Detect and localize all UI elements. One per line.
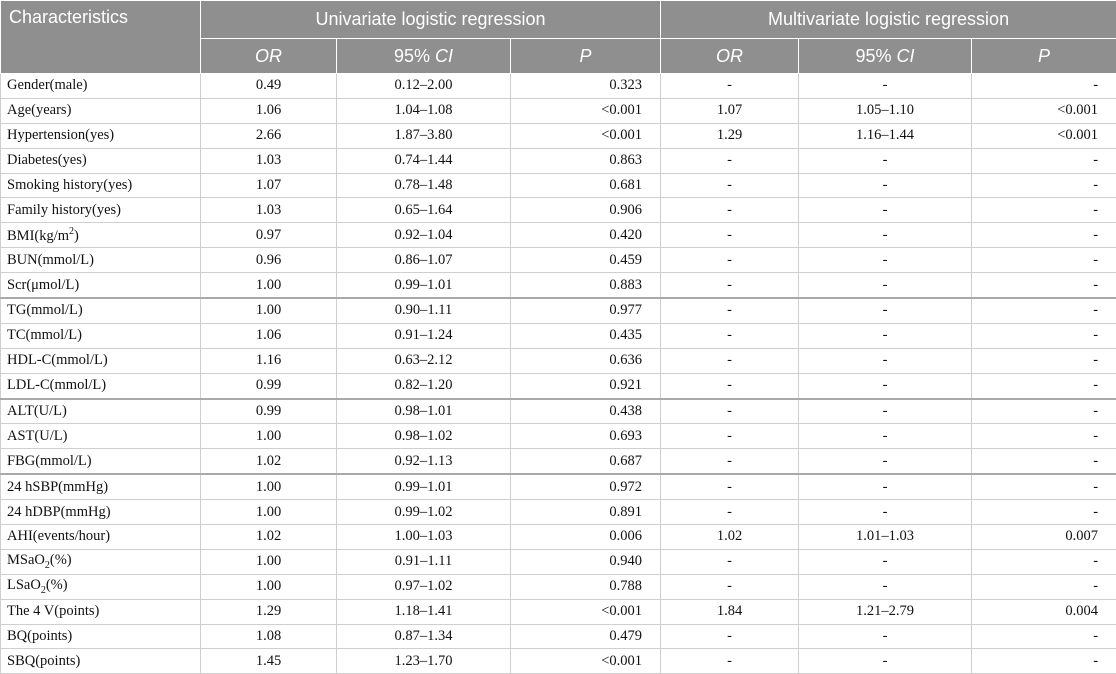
- univariate-ci-cell: 0.99–1.01: [337, 273, 511, 298]
- univariate-p-cell: 0.906: [511, 198, 661, 223]
- row-label: Scr(μmol/L): [1, 273, 201, 298]
- row-label: BUN(mmol/L): [1, 248, 201, 273]
- table-row: [1, 74, 1116, 99]
- table-row: [1, 223, 1116, 248]
- table-row: [1, 173, 1116, 198]
- univariate-or-cell: 1.45: [201, 649, 337, 674]
- table-row: [1, 123, 1116, 148]
- table-row: [1, 148, 1116, 173]
- multivariate-or-cell: -: [661, 399, 799, 424]
- multivariate-ci-cell: -: [799, 373, 972, 398]
- univariate-or-cell: 1.02: [201, 449, 337, 474]
- multivariate-or-cell: -: [661, 298, 799, 323]
- multivariate-p-cell: -: [972, 323, 1116, 348]
- row-label: AST(U/L): [1, 424, 201, 449]
- table-row: [1, 98, 1116, 123]
- univariate-ci-cell: 0.12–2.00: [337, 74, 511, 99]
- univariate-p-cell: 0.687: [511, 449, 661, 474]
- table-row: [1, 298, 1116, 323]
- table-row: [1, 574, 1116, 599]
- univariate-ci-cell: 1.87–3.80: [337, 123, 511, 148]
- univariate-ci-cell: 0.98–1.02: [337, 424, 511, 449]
- multivariate-ci-cell: -: [799, 323, 972, 348]
- multivariate-or-cell: -: [661, 574, 799, 599]
- header-univariate-or: OR: [201, 39, 337, 74]
- univariate-or-cell: 0.99: [201, 399, 337, 424]
- row-label: AHI(events/hour): [1, 525, 201, 550]
- multivariate-or-cell: 1.02: [661, 525, 799, 550]
- multivariate-p-cell: -: [972, 649, 1116, 674]
- table-row: [1, 474, 1116, 499]
- univariate-p-cell: 0.420: [511, 223, 661, 248]
- multivariate-or-cell: -: [661, 348, 799, 373]
- multivariate-ci-cell: -: [799, 624, 972, 649]
- table-row: [1, 449, 1116, 474]
- multivariate-or-cell: -: [661, 624, 799, 649]
- multivariate-or-cell: -: [661, 649, 799, 674]
- row-label: Age(years): [1, 98, 201, 123]
- univariate-ci-cell: 0.82–1.20: [337, 373, 511, 398]
- univariate-p-cell: <0.001: [511, 123, 661, 148]
- univariate-p-cell: 0.459: [511, 248, 661, 273]
- multivariate-p-cell: -: [972, 223, 1116, 248]
- multivariate-p-cell: -: [972, 373, 1116, 398]
- univariate-or-cell: 1.02: [201, 525, 337, 550]
- univariate-p-cell: <0.001: [511, 599, 661, 624]
- univariate-or-cell: 0.49: [201, 74, 337, 99]
- row-label: Smoking history(yes): [1, 173, 201, 198]
- multivariate-ci-cell: 1.21–2.79: [799, 599, 972, 624]
- univariate-or-cell: 1.00: [201, 474, 337, 499]
- multivariate-p-cell: <0.001: [972, 98, 1116, 123]
- univariate-p-cell: 0.883: [511, 273, 661, 298]
- header-multivariate: Multivariate logistic regression: [661, 1, 1116, 39]
- univariate-or-cell: 2.66: [201, 123, 337, 148]
- header-characteristics: Characteristics: [1, 1, 201, 74]
- multivariate-or-cell: -: [661, 549, 799, 574]
- multivariate-p-cell: -: [972, 148, 1116, 173]
- univariate-p-cell: 0.435: [511, 323, 661, 348]
- multivariate-p-cell: -: [972, 198, 1116, 223]
- univariate-p-cell: 0.940: [511, 549, 661, 574]
- multivariate-ci-cell: -: [799, 500, 972, 525]
- univariate-or-cell: 0.99: [201, 373, 337, 398]
- univariate-or-cell: 0.97: [201, 223, 337, 248]
- univariate-ci-cell: 1.00–1.03: [337, 525, 511, 550]
- univariate-ci-cell: 0.78–1.48: [337, 173, 511, 198]
- table-row: [1, 373, 1116, 398]
- multivariate-ci-cell: -: [799, 74, 972, 99]
- univariate-p-cell: 0.636: [511, 348, 661, 373]
- row-label: Diabetes(yes): [1, 148, 201, 173]
- multivariate-ci-cell: -: [799, 399, 972, 424]
- table-row: [1, 599, 1116, 624]
- univariate-p-cell: 0.788: [511, 574, 661, 599]
- multivariate-ci-cell: 1.01–1.03: [799, 525, 972, 550]
- univariate-or-cell: 1.07: [201, 173, 337, 198]
- univariate-ci-cell: 0.91–1.11: [337, 549, 511, 574]
- multivariate-ci-cell: -: [799, 549, 972, 574]
- univariate-p-cell: 0.323: [511, 74, 661, 99]
- multivariate-or-cell: -: [661, 148, 799, 173]
- multivariate-or-cell: -: [661, 474, 799, 499]
- univariate-ci-cell: 0.98–1.01: [337, 399, 511, 424]
- univariate-p-cell: 0.921: [511, 373, 661, 398]
- row-label: FBG(mmol/L): [1, 449, 201, 474]
- multivariate-p-cell: 0.007: [972, 525, 1116, 550]
- row-label: Hypertension(yes): [1, 123, 201, 148]
- multivariate-ci-cell: -: [799, 223, 972, 248]
- univariate-ci-cell: 0.63–2.12: [337, 348, 511, 373]
- multivariate-p-cell: -: [972, 500, 1116, 525]
- multivariate-or-cell: -: [661, 323, 799, 348]
- multivariate-ci-cell: -: [799, 248, 972, 273]
- table-row: [1, 198, 1116, 223]
- univariate-p-cell: 0.006: [511, 525, 661, 550]
- row-label: SBQ(points): [1, 649, 201, 674]
- univariate-ci-cell: 0.99–1.02: [337, 500, 511, 525]
- multivariate-ci-cell: -: [799, 273, 972, 298]
- univariate-ci-cell: 0.65–1.64: [337, 198, 511, 223]
- header-multivariate-p: P: [972, 39, 1116, 74]
- multivariate-p-cell: -: [972, 399, 1116, 424]
- multivariate-or-cell: -: [661, 74, 799, 99]
- table-row: [1, 424, 1116, 449]
- table-row: [1, 323, 1116, 348]
- table-row: [1, 273, 1116, 298]
- multivariate-p-cell: -: [972, 424, 1116, 449]
- row-label: ALT(U/L): [1, 399, 201, 424]
- row-label: The 4 V(points): [1, 599, 201, 624]
- univariate-or-cell: 1.03: [201, 198, 337, 223]
- multivariate-ci-cell: -: [799, 348, 972, 373]
- table-body: [1, 74, 1116, 674]
- multivariate-p-cell: -: [972, 624, 1116, 649]
- univariate-ci-cell: 0.90–1.11: [337, 298, 511, 323]
- multivariate-or-cell: -: [661, 223, 799, 248]
- multivariate-or-cell: -: [661, 424, 799, 449]
- multivariate-p-cell: -: [972, 248, 1116, 273]
- univariate-ci-cell: 1.18–1.41: [337, 599, 511, 624]
- multivariate-or-cell: -: [661, 248, 799, 273]
- multivariate-ci-cell: 1.16–1.44: [799, 123, 972, 148]
- univariate-or-cell: 1.00: [201, 549, 337, 574]
- univariate-or-cell: 1.16: [201, 348, 337, 373]
- table-row: [1, 649, 1116, 674]
- multivariate-ci-cell: -: [799, 424, 972, 449]
- univariate-p-cell: 0.438: [511, 399, 661, 424]
- row-label: LDL-C(mmol/L): [1, 373, 201, 398]
- row-label: TG(mmol/L): [1, 298, 201, 323]
- multivariate-ci-cell: -: [799, 198, 972, 223]
- row-label: Gender(male): [1, 74, 201, 99]
- multivariate-p-cell: <0.001: [972, 123, 1116, 148]
- multivariate-or-cell: -: [661, 500, 799, 525]
- table-row: [1, 348, 1116, 373]
- table-row: [1, 248, 1116, 273]
- univariate-p-cell: 0.479: [511, 624, 661, 649]
- univariate-ci-cell: 0.92–1.04: [337, 223, 511, 248]
- univariate-ci-cell: 0.99–1.01: [337, 474, 511, 499]
- univariate-ci-cell: 0.91–1.24: [337, 323, 511, 348]
- row-label: MSaO$_2$(%): [1, 549, 201, 574]
- multivariate-p-cell: -: [972, 74, 1116, 99]
- row-label: Family history(yes): [1, 198, 201, 223]
- univariate-p-cell: <0.001: [511, 98, 661, 123]
- multivariate-ci-cell: -: [799, 148, 972, 173]
- row-label: 24 hSBP(mmHg): [1, 474, 201, 499]
- table-row: [1, 500, 1116, 525]
- univariate-or-cell: 1.00: [201, 298, 337, 323]
- multivariate-ci-cell: -: [799, 449, 972, 474]
- multivariate-p-cell: -: [972, 273, 1116, 298]
- univariate-or-cell: 1.00: [201, 424, 337, 449]
- row-label: BQ(points): [1, 624, 201, 649]
- multivariate-p-cell: -: [972, 449, 1116, 474]
- table-row: [1, 399, 1116, 424]
- univariate-or-cell: 1.06: [201, 323, 337, 348]
- multivariate-or-cell: -: [661, 373, 799, 398]
- univariate-p-cell: 0.863: [511, 148, 661, 173]
- header-multivariate-ci: 95% CI: [799, 39, 972, 74]
- multivariate-p-cell: 0.004: [972, 599, 1116, 624]
- header-univariate: Univariate logistic regression: [201, 1, 661, 39]
- univariate-p-cell: 0.977: [511, 298, 661, 323]
- multivariate-p-cell: -: [972, 474, 1116, 499]
- multivariate-p-cell: -: [972, 348, 1116, 373]
- univariate-or-cell: 1.03: [201, 148, 337, 173]
- header-univariate-p: P: [511, 39, 661, 74]
- header-univariate-ci: 95% CI: [337, 39, 511, 74]
- univariate-or-cell: 1.00: [201, 500, 337, 525]
- multivariate-or-cell: -: [661, 273, 799, 298]
- row-label: 24 hDBP(mmHg): [1, 500, 201, 525]
- multivariate-p-cell: -: [972, 298, 1116, 323]
- univariate-ci-cell: 0.92–1.13: [337, 449, 511, 474]
- header-multivariate-or: OR: [661, 39, 799, 74]
- table-row: [1, 549, 1116, 574]
- univariate-p-cell: 0.891: [511, 500, 661, 525]
- multivariate-p-cell: -: [972, 574, 1116, 599]
- row-label: $BMI(kg/m^2)$: [1, 223, 201, 248]
- multivariate-or-cell: 1.84: [661, 599, 799, 624]
- univariate-p-cell: 0.972: [511, 474, 661, 499]
- multivariate-or-cell: -: [661, 198, 799, 223]
- univariate-ci-cell: 0.87–1.34: [337, 624, 511, 649]
- univariate-or-cell: 1.00: [201, 574, 337, 599]
- univariate-ci-cell: 0.97–1.02: [337, 574, 511, 599]
- multivariate-ci-cell: 1.05–1.10: [799, 98, 972, 123]
- univariate-p-cell: 0.681: [511, 173, 661, 198]
- multivariate-ci-cell: -: [799, 298, 972, 323]
- multivariate-or-cell: -: [661, 449, 799, 474]
- univariate-p-cell: <0.001: [511, 649, 661, 674]
- univariate-or-cell: 1.29: [201, 599, 337, 624]
- multivariate-or-cell: 1.29: [661, 123, 799, 148]
- multivariate-or-cell: 1.07: [661, 98, 799, 123]
- table-row: [1, 525, 1116, 550]
- multivariate-ci-cell: -: [799, 649, 972, 674]
- multivariate-ci-cell: -: [799, 474, 972, 499]
- univariate-or-cell: 0.96: [201, 248, 337, 273]
- univariate-or-cell: 1.06: [201, 98, 337, 123]
- univariate-or-cell: 1.08: [201, 624, 337, 649]
- univariate-ci-cell: 1.23–1.70: [337, 649, 511, 674]
- multivariate-ci-cell: -: [799, 574, 972, 599]
- row-label: LSaO$_2$(%): [1, 574, 201, 599]
- row-label: HDL-C(mmol/L): [1, 348, 201, 373]
- univariate-ci-cell: 0.86–1.07: [337, 248, 511, 273]
- table-row: [1, 624, 1116, 649]
- row-label: TC(mmol/L): [1, 323, 201, 348]
- multivariate-or-cell: -: [661, 173, 799, 198]
- univariate-or-cell: 1.00: [201, 273, 337, 298]
- multivariate-p-cell: -: [972, 173, 1116, 198]
- multivariate-p-cell: -: [972, 549, 1116, 574]
- univariate-ci-cell: 1.04–1.08: [337, 98, 511, 123]
- univariate-p-cell: 0.693: [511, 424, 661, 449]
- univariate-ci-cell: 0.74–1.44: [337, 148, 511, 173]
- multivariate-ci-cell: -: [799, 173, 972, 198]
